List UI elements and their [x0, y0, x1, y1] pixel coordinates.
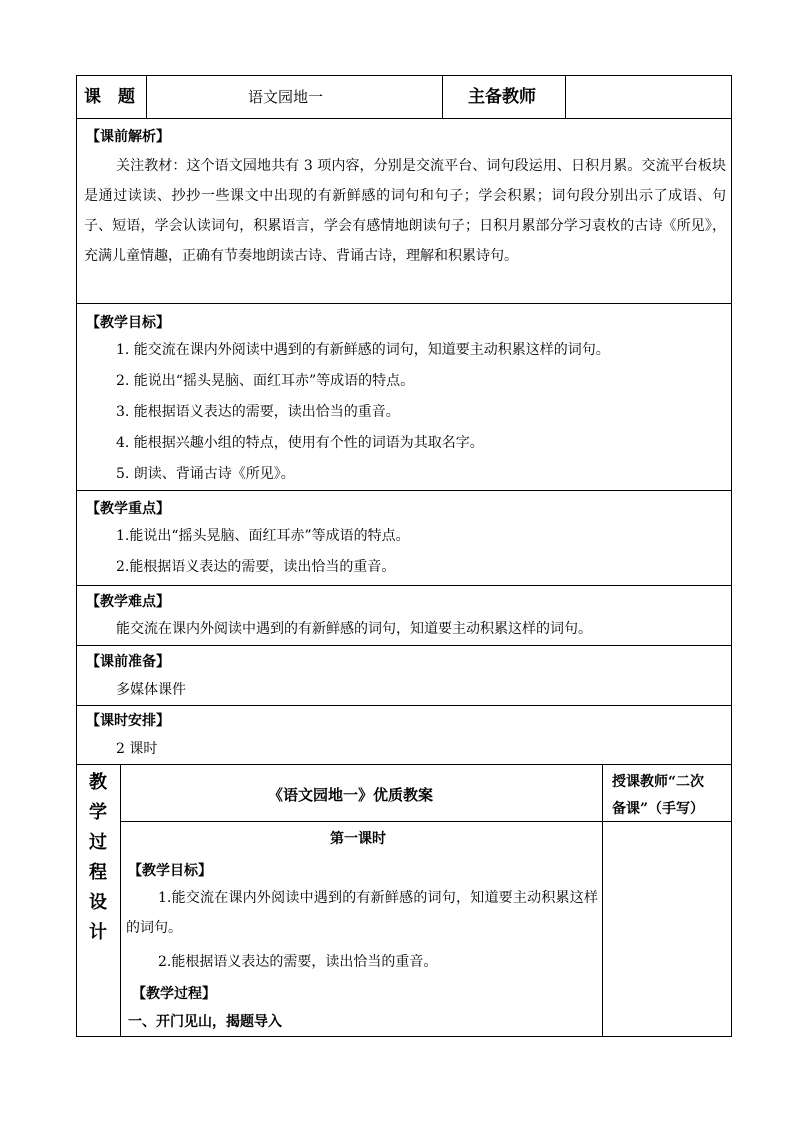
process-side-label-char: 学	[89, 802, 107, 823]
row-divider	[76, 764, 732, 765]
key-point-item: 2.能根据语义表达的需要，读出恰当的重音。	[116, 559, 396, 575]
table-border-bottom	[76, 1036, 732, 1037]
col-divider	[602, 764, 603, 1037]
table-border-left	[76, 75, 77, 1037]
lesson-title: 第一课时	[330, 831, 386, 847]
goal-item: 5. 朗读、背诵古诗《所见》。	[116, 466, 295, 482]
goal-item: 3. 能根据语义表达的需要，读出恰当的重音。	[116, 404, 400, 420]
schedule-title: 【课时安排】	[86, 713, 170, 729]
col-divider	[146, 75, 147, 119]
table-border-right	[731, 75, 732, 1037]
col-divider	[120, 764, 121, 1037]
row-divider	[76, 490, 732, 491]
process-side-label-char: 过	[89, 832, 107, 853]
schedule-text: 2 课时	[116, 741, 158, 757]
col-divider	[442, 75, 443, 119]
preparation-title: 【课前准备】	[86, 654, 170, 670]
row-divider	[76, 303, 732, 304]
goals-title: 【教学目标】	[86, 315, 170, 331]
goal-item: 2. 能说出“摇头晃脑、面红耳赤”等成语的特点。	[116, 373, 415, 389]
process-side-label-char: 程	[89, 862, 107, 883]
goal-item: 1. 能交流在课内外阅读中遇到的有新鲜感的词句，知道要主动积累这样的词句。	[116, 342, 610, 358]
preparation-text: 多媒体课件	[116, 682, 186, 698]
subject-label: 课 题	[84, 87, 135, 107]
key-points-title: 【教学重点】	[86, 501, 170, 517]
plan-title: 《语文园地一》优质教案	[268, 786, 434, 804]
process-step: 一、开门见山，揭题导入	[128, 1014, 282, 1030]
process-goals-title: 【教学目标】	[128, 863, 212, 879]
process-goal-item: 2.能根据语义表达的需要，读出恰当的重音。	[158, 954, 438, 970]
process-side-label-char: 教	[89, 772, 107, 793]
row-divider	[76, 585, 732, 586]
lesson-plan-table	[76, 75, 732, 1037]
process-steps-title: 【教学过程】	[132, 986, 216, 1002]
key-point-item: 1.能说出“摇头晃脑、面红耳赤”等成语的特点。	[116, 528, 410, 544]
difficulty-title: 【教学难点】	[86, 594, 170, 610]
process-side-label-char: 设	[89, 892, 107, 913]
teacher-label: 主备教师	[468, 87, 536, 107]
subject-value: 语文园地一	[248, 88, 324, 106]
analysis-title: 【课前解析】	[86, 129, 170, 145]
row-divider	[76, 705, 732, 706]
process-goal-item: 1.能交流在课内外阅读中遇到的有新鲜感的词句，知道要主动积累这样的词句。	[126, 890, 598, 936]
analysis-text: 关注教材：这个语文园地共有 3 项内容，分别是交流平台、词句段运用、日积月累。交流平台板块是通过读读、抄抄一些课文中出现的有新鲜感的词句和句子；学会积累；词句段分别出示了成语、句子、短语，学会认读词句，积累语言，学会有感情地朗读句子；日积月累部分学习袁枚的古诗《所见》，充满儿童情趣，正确有节奏地朗读古诗、背诵古诗，理解和积累诗句。	[84, 158, 726, 264]
table-border-top	[76, 75, 732, 76]
second-prep-label: 授课教师“二次	[612, 774, 705, 790]
row-divider	[76, 118, 732, 119]
goal-item: 4. 能根据兴趣小组的特点，使用有个性的词语为其取名字。	[116, 435, 484, 451]
process-side-label-char: 计	[89, 922, 107, 943]
second-prep-label: 备课”（手写）	[612, 801, 705, 817]
row-divider	[76, 645, 732, 646]
difficulty-text: 能交流在课内外阅读中遇到的有新鲜感的词句，知道要主动积累这样的词句。	[116, 621, 592, 637]
row-divider	[120, 821, 732, 822]
col-divider	[565, 75, 566, 119]
